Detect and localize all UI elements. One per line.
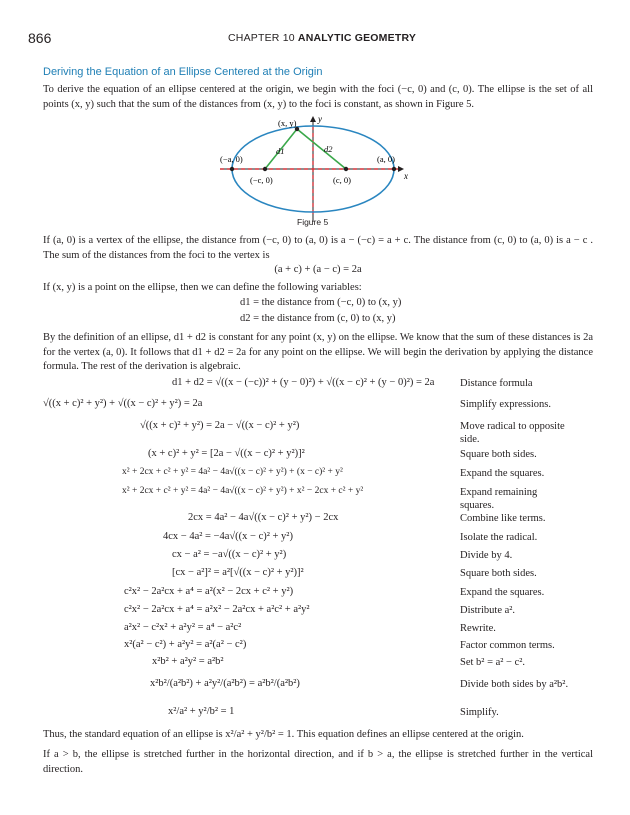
derivation-eq: √((x + c)² + y²) = 2a − √((x − c)² + y²) xyxy=(140,420,300,431)
derivation-eq: cx − a² = −a√((x − c)² + y²) xyxy=(172,549,287,560)
d1-definition: d1 = the distance from (−c, 0) to (x, y) xyxy=(240,297,402,308)
derivation-step: Factor common terms. xyxy=(460,640,555,651)
page-number: 866 xyxy=(28,30,52,46)
chapter-title: ANALYTIC GEOMETRY xyxy=(297,32,417,44)
derivation-eq: x²b² + a²y² = a²b² xyxy=(152,656,224,667)
x-axis-label: x xyxy=(404,171,408,181)
right-focus-label: (c, 0) xyxy=(333,175,351,185)
derivation-eq: x²/a² + y²/b² = 1 xyxy=(168,706,235,717)
right-vertex-label: (a, 0) xyxy=(377,154,395,164)
derivation-step: Set b² = a² − c². xyxy=(460,657,526,668)
section-title: Deriving the Equation of an Ellipse Centered at the Origin xyxy=(43,66,323,78)
derivation-step: Simplify. xyxy=(460,707,499,718)
d2-label: d2 xyxy=(324,144,333,154)
derivation-step: Combine like terms. xyxy=(460,513,546,524)
figure-caption: Figure 5 xyxy=(297,217,329,227)
derivation-eq: c²x² − 2a²cx + a⁴ = a²x² − 2a²cx + a²c² + a²y² xyxy=(124,604,310,615)
derivation-step: Distribute a². xyxy=(460,605,516,616)
derivation-step: Rewrite. xyxy=(460,623,496,634)
derivation-eq: x²b²/(a²b²) + a²y²/(a²b²) = a²b²/(a²b²) xyxy=(150,678,300,689)
derivation-eq: d1 + d2 = √((x − (−c))² + (y − 0)²) + √((x − c)² + (y − 0)²) = 2a xyxy=(172,377,435,388)
left-focus-label: (−c, 0) xyxy=(250,175,273,185)
point-paragraph: If (x, y) is a point on the ellipse, then we can define the following variables: xyxy=(43,282,362,293)
derivation-step: Square both sides. xyxy=(460,568,537,579)
final-paragraph: If a > b, the ellipse is stretched further in the horizontal direction, and if b > a, the ellipse is stretched further in the vertical direction. xyxy=(43,749,593,775)
chapter-prefix: CHAPTER 10 xyxy=(228,32,295,44)
derivation-step: Distance formula xyxy=(460,378,533,389)
derivation-eq: a²x² − c²x² + a²y² = a⁴ − a²c² xyxy=(124,622,242,633)
intro-paragraph: To derive the equation of an ellipse centered at the origin, we begin with the foci (−c, 0) and (c, 0). The ellipse is the set of all points (x, y) such that the sum of the distances from (x, y) to the foci is constant, as shown in Figure 5. xyxy=(43,84,593,110)
derivation-step: Isolate the radical. xyxy=(460,532,538,543)
derivation-step: Square both sides. xyxy=(460,449,537,460)
d1-label: d1 xyxy=(276,146,285,156)
d2-segment xyxy=(297,129,346,169)
d2-definition: d2 = the distance from (c, 0) to (x, y) xyxy=(240,313,396,324)
derivation-eq: (x + c)² + y² = [2a − √((x − c)² + y²)]² xyxy=(148,448,305,459)
left-vertex-point xyxy=(230,167,234,171)
derivation-eq: √((x + c)² + y²) + √((x − c)² + y²) = 2a xyxy=(43,398,203,409)
conclusion-paragraph: Thus, the standard equation of an ellipse is x²/a² + y²/b² = 1. This equation defines an ellipse centered at the origin. xyxy=(43,729,524,740)
derivation-step: Expand the squares. xyxy=(460,468,545,479)
sum-equation: (a + c) + (a − c) = 2a xyxy=(274,264,362,275)
vertex-paragraph: If (a, 0) is a vertex of the ellipse, the distance from (−c, 0) to (a, 0) is a − (−c) = a + c. The distance from (c, 0) to (a, 0) is a − c . The sum of the distances from the foci to the vertex is xyxy=(43,235,593,261)
derivation-step: Divide by 4. xyxy=(460,550,513,561)
derivation-eq: 4cx − 4a² = −4a√((x − c)² + y²) xyxy=(163,531,293,542)
right-focus-point xyxy=(344,167,348,171)
y-axis-arrow xyxy=(310,116,316,122)
figure-5-ellipse xyxy=(220,112,420,232)
derivation-step: Simplify expressions. xyxy=(460,399,551,410)
chapter-header xyxy=(228,32,416,44)
definition-paragraph: By the definition of an ellipse, d1 + d2 is constant for any point (x, y) on the ellipse. We know that the sum of these distances is 2a for the vertex (a, 0). It follows that d1 + d2 = 2a for any point on the ellipse. We will begin the derivation by applying the distance formula. The rest of the derivation is algebraic. xyxy=(43,332,593,372)
derivation-eq: x² + 2cx + c² + y² = 4a² − 4a√((x − c)² + y²) + x² − 2cx + c² + y² xyxy=(122,486,364,496)
left-vertex-label: (−a, 0) xyxy=(220,154,243,164)
derivation-eq: [cx − a²]² = a²[√((x − c)² + y²)]² xyxy=(172,567,304,578)
derivation-step: Divide both sides by a²b². xyxy=(460,679,569,690)
point-label: (x, y) xyxy=(278,118,297,128)
y-axis-label: y xyxy=(318,114,322,124)
derivation-eq: 2cx = 4a² − 4a√((x − c)² + y²) − 2cx xyxy=(188,512,339,523)
left-focus-point xyxy=(263,167,267,171)
derivation-eq: x² + 2cx + c² + y² = 4a² − 4a√((x − c)² + y²) + (x − c)² + y² xyxy=(122,467,343,477)
derivation-eq: c²x² − 2a²cx + a⁴ = a²(x² − 2cx + c² + y²) xyxy=(124,586,294,597)
derivation-step: Move radical to opposite side. xyxy=(460,421,565,445)
right-vertex-point xyxy=(392,167,396,171)
derivation-eq: x²(a² − c²) + a²y² = a²(a² − c²) xyxy=(124,639,247,650)
derivation-step: Expand remaining squares. xyxy=(460,487,538,511)
derivation-step: Expand the squares. xyxy=(460,587,545,598)
